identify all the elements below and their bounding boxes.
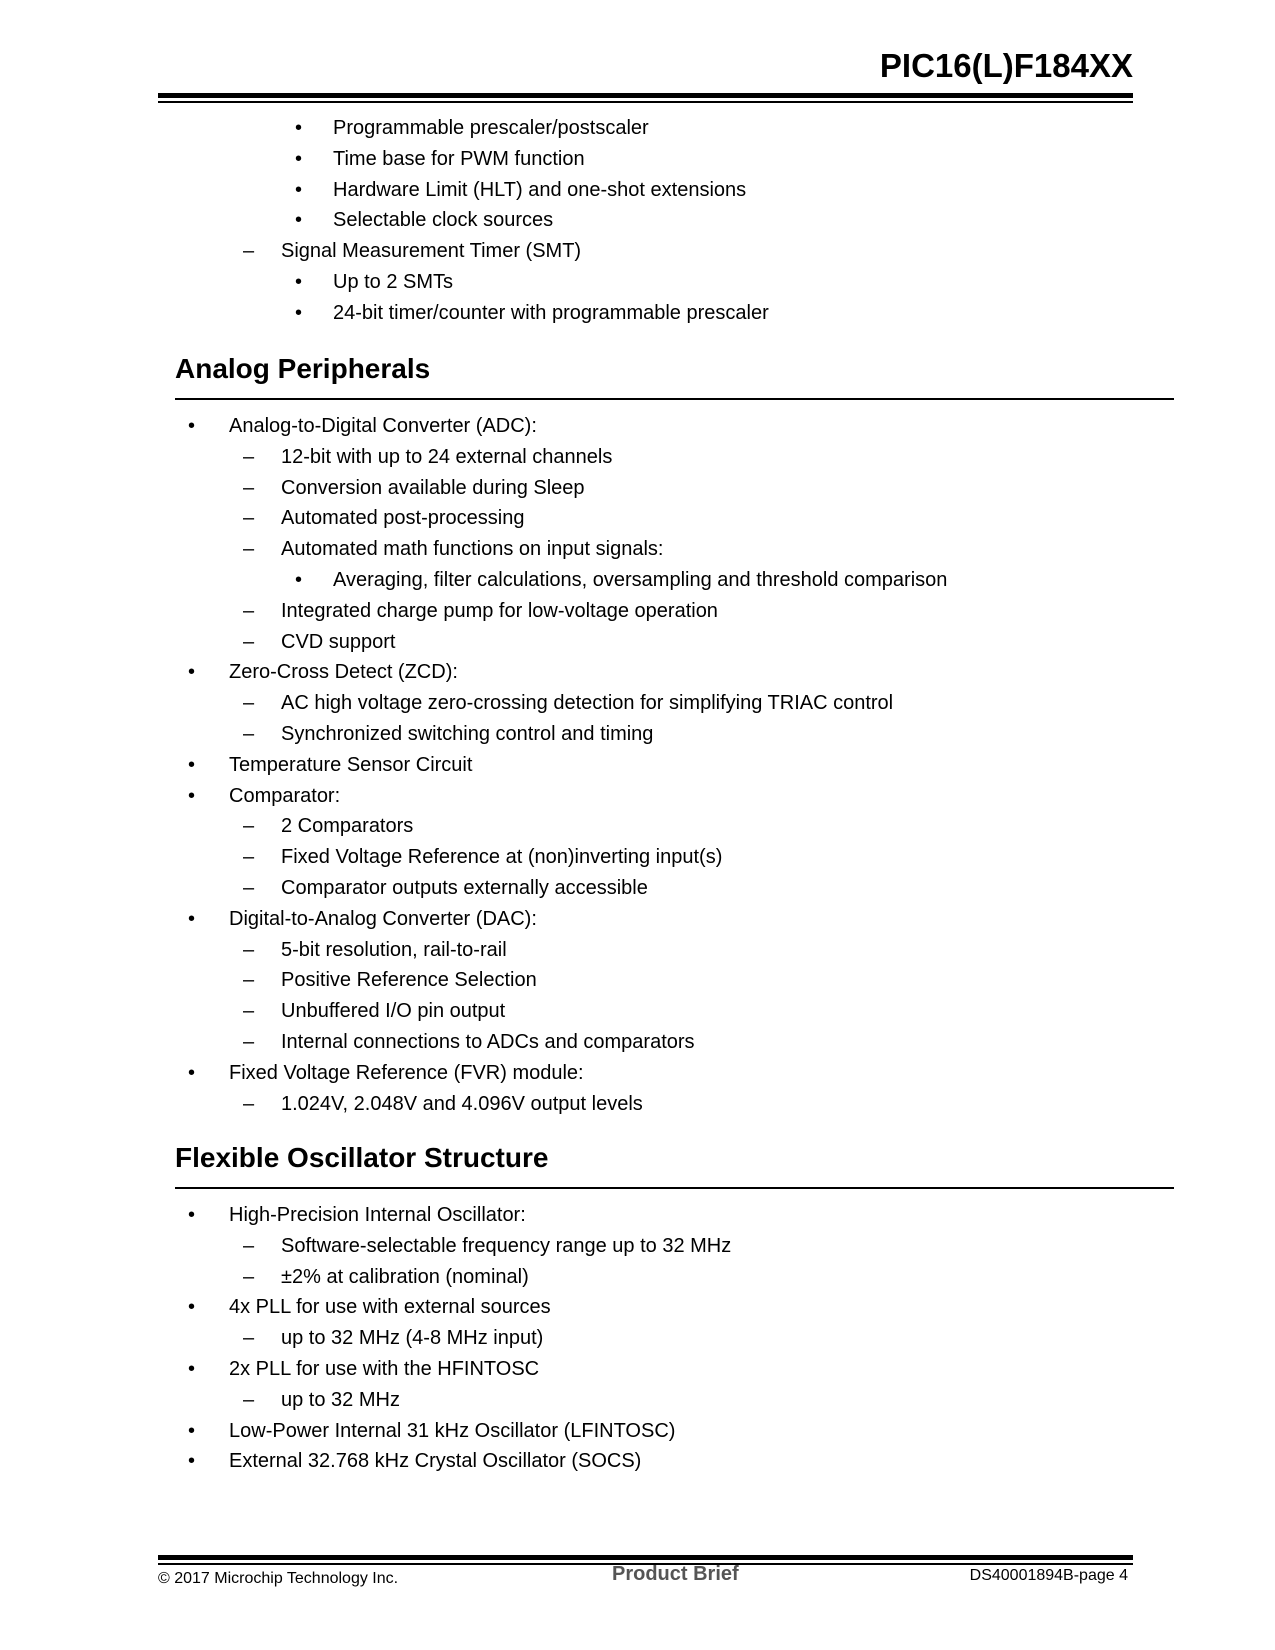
list-item: Hardware Limit (HLT) and one-shot extensions [333,178,747,201]
list-item: Fixed Voltage Reference at (non)inverting input(s) [281,846,723,869]
dash-marker: – [243,723,255,745]
dash-marker: – [243,476,255,499]
list-item: Conversion available during Sleep [281,476,585,499]
list-item: Time base for PWM function [333,147,585,170]
list-item: 12-bit with up to 24 external channels [281,445,613,468]
footer-page-number: DS40001894B-page 4 [969,1567,1128,1584]
bullet-marker: • [295,178,303,201]
section-rule-oscillator [175,1187,1174,1189]
list-item: 1.024V, 2.048V and 4.096V output levels [281,1092,643,1115]
dash-marker: – [243,1327,255,1350]
document-title: PIC16(L)F184XX [879,47,1133,84]
dash-marker: – [243,877,255,899]
dash-marker: – [243,969,255,992]
list-item: up to 32 MHz (4-8 MHz input) [281,1327,544,1350]
dash-marker: – [243,1000,255,1023]
dash-marker: – [243,815,255,838]
bullet-marker: • [188,1358,196,1380]
bullet-marker: • [295,301,303,324]
dash-marker: – [243,1234,255,1257]
list-item: Comparator: [229,784,341,807]
list-item: 2x PLL for use with the HFINTOSC [229,1358,540,1380]
header-rule-thin [158,101,1133,103]
footer-doc-type: Product Brief [612,1563,739,1585]
bullet-marker: • [188,415,196,437]
list-item: Fixed Voltage Reference (FVR) module: [229,1061,584,1084]
footer-rule [158,1555,1133,1560]
dash-marker: – [243,507,255,530]
list-item: Integrated charge pump for low-voltage operation [281,599,718,622]
list-item: 5-bit resolution, rail-to-rail [281,938,507,961]
list-item: Automated post-processing [281,507,525,530]
section-rule-analog [175,398,1174,400]
dash-marker: – [243,1031,255,1053]
bullet-marker: • [295,569,303,591]
footer-copyright: © 2017 Microchip Technology Inc. [158,1570,399,1587]
bullet-marker: • [188,1296,196,1319]
list-item: Analog-to-Digital Converter (ADC): [229,415,537,437]
dash-marker: – [243,445,255,468]
list-item: Positive Reference Selection [281,969,537,992]
list-item: 24-bit timer/counter with programmable prescaler [333,301,769,324]
section-title-oscillator: Flexible Oscillator Structure [175,1142,549,1173]
dash-marker: – [243,1265,255,1288]
list-item: up to 32 MHz [281,1388,400,1411]
header-rule [158,93,1133,98]
dash-marker: – [243,846,255,869]
dash-marker: – [243,538,255,561]
list-item: Internal connections to ADCs and comparators [281,1031,695,1053]
dash-marker: – [243,240,255,263]
bullet-marker: • [188,661,196,684]
list-item: Signal Measurement Timer (SMT) [281,240,582,263]
list-item: High-Precision Internal Oscillator: [229,1204,526,1226]
bullet-marker: • [188,1450,196,1473]
list-item: Selectable clock sources [333,209,554,232]
section-title-analog: Analog Peripherals [175,353,431,384]
list-item: Comparator outputs externally accessible [281,877,648,899]
list-item: Automated math functions on input signals: [281,538,664,561]
list-item: Digital-to-Analog Converter (DAC): [229,907,537,930]
dash-marker: – [243,630,255,653]
bullet-marker: • [188,1204,196,1226]
dash-marker: – [243,1388,255,1411]
list-item: Software-selectable frequency range up to 32 MHz [281,1234,732,1257]
bullet-marker: • [295,209,303,232]
dash-marker: – [243,692,255,715]
list-item: Zero-Cross Detect (ZCD): [229,661,458,684]
list-item: CVD support [281,630,396,653]
bullet-marker: • [188,1419,196,1442]
bullet-marker: • [188,1061,196,1084]
list-item: AC high voltage zero-crossing detection for simplifying TRIAC control [281,692,894,715]
list-item: Programmable prescaler/postscaler [333,117,649,139]
list-item: Averaging, filter calculations, oversampling and threshold comparison [333,569,948,591]
list-item: Unbuffered I/O pin output [281,1000,506,1023]
bullet-marker: • [188,753,196,776]
bullet-marker: • [295,271,303,293]
bullet-marker: • [295,117,303,139]
list-item: Temperature Sensor Circuit [229,753,473,776]
bullet-marker: • [295,147,303,170]
dash-marker: – [243,1092,255,1115]
bullet-marker: • [188,907,196,930]
list-item: External 32.768 kHz Crystal Oscillator (SOCS) [229,1450,642,1473]
list-item: Low-Power Internal 31 kHz Oscillator (LFINTOSC) [229,1419,676,1442]
dash-marker: – [243,938,255,961]
list-item: Synchronized switching control and timing [281,723,654,745]
list-item: 2 Comparators [281,815,414,838]
dash-marker: – [243,599,255,622]
list-item: Up to 2 SMTs [333,271,454,293]
list-item: 4x PLL for use with external sources [229,1296,551,1319]
list-item: ±2% at calibration (nominal) [281,1265,529,1288]
bullet-marker: • [188,784,196,807]
